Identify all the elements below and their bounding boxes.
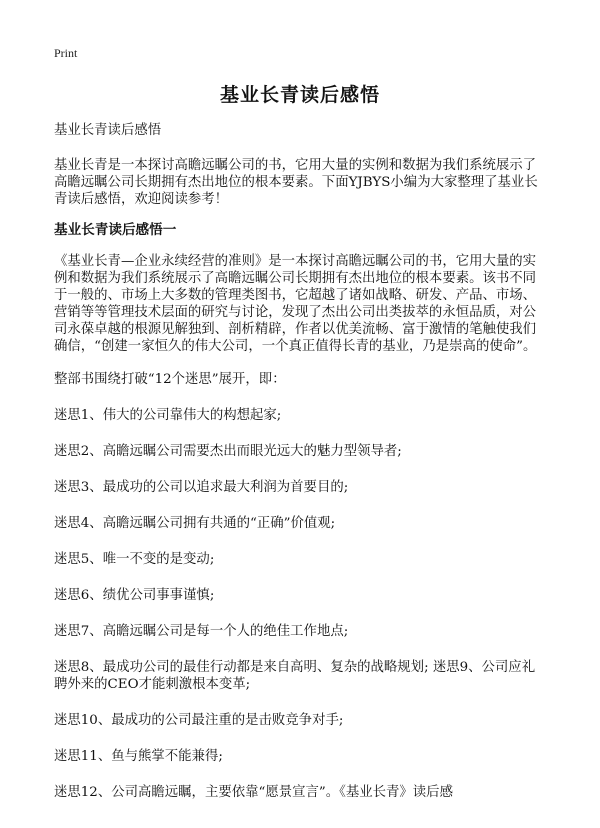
list-item: 迷思5、唯一不变的是变动; [54,552,215,567]
myth-list-lead: 整部书围绕打破“12个迷思”展开，即： [54,372,286,387]
list-item: 迷思10、最成功的公司最注重的是击败竞争对手; [54,713,344,728]
list-item: 迷思6、绩优公司事事谨慎; [54,588,215,603]
list-item: 迷思7、高瞻远瞩公司是每一个人的绝佳工作地点; [54,624,349,639]
page-title: 基业长青读后感悟 [219,84,380,106]
list-item: 迷思11、鱼与熊掌不能兼得; [54,749,223,764]
body-paragraph: 《基业长青—企业永续经营的准则》是一本探讨高瞻远瞩公司的书，它用大量的实例和数据为我们系统展示了高瞻远瞩公司长期拥有杰出地位的根本要素。该书不同于一般的、市场上大多数的管理类图书，它超越了诸如战略、研发、产品、市场、营销等等管理技术层面的研究与讨论，发现了杰出公司出类拔萃的永恒品质，对公司永葆卓越的根源见解独到、剖析精辟，作者以优美流畅、富于激情的笔触使我们确信，“创建一家恒久的伟大公司，一个真正值得长青的基业，乃是崇高的使命”。 [54,254,537,354]
print-link[interactable]: Print [54,46,78,60]
article-body [54,122,546,820]
list-item: 迷思12、公司高瞻远瞩，主要依靠“愿景宣言”。《基业长青》读后感 [54,785,453,800]
list-item: 迷思8、最成功公司的最佳行动都是来自高明、复杂的战略规划; 迷思9、公司应礼聘外来的CEO才能刺激根本变革; [54,660,536,692]
list-item: 迷思1、伟大的公司靠伟大的构想起家; [54,408,282,423]
intro-paragraph: 基业长青是一本探讨高瞻远瞩公司的书，它用大量的实例和数据为我们系统展示了高瞻远瞩公司长期拥有杰出地位的根本要素。下面YJBYS小编为大家整理了基业长青读后感悟，欢迎阅读参考！ [54,158,538,207]
list-item: 迷思4、高瞻远瞩公司拥有共通的“正确”价值观; [54,516,336,531]
list-item: 迷思2、高瞻远瞩公司需要杰出而眼光远大的魅力型领导者; [54,444,402,459]
article-subtitle: 基业长青读后感悟 [54,123,162,138]
section-heading: 基业长青读后感悟一 [54,222,177,238]
list-item: 迷思3、最成功的公司以追求最大利润为首要目的; [54,480,349,495]
